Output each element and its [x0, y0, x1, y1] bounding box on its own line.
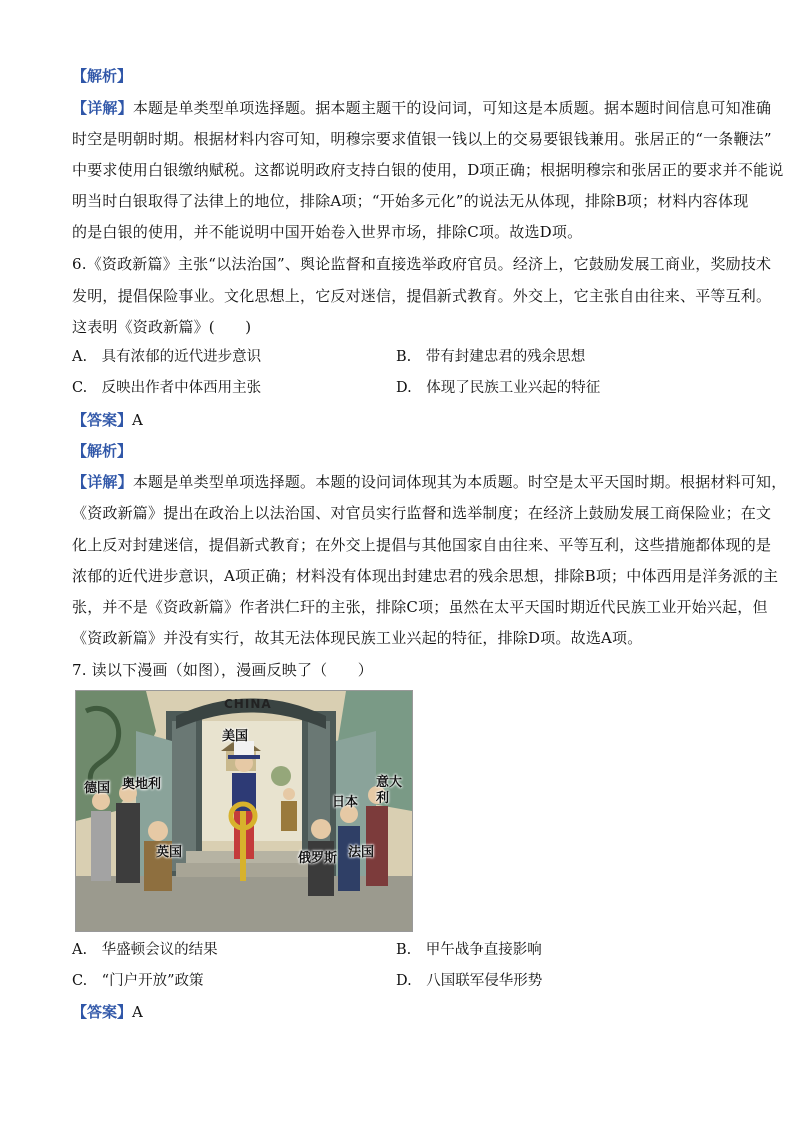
- q6-detail-line-3: 化上反对封建迷信，提倡新式教育；在外交上提倡与其他国家自由往来、平等互利，这些措施都体现的是: [72, 536, 772, 554]
- q7-option-c: C. “门户开放”政策: [72, 973, 204, 989]
- q6-stem-line-2: 发明，提倡保险事业。文化思想上，它反对迷信，提倡新式教育。外交上，它主张自由往来、平等互利。: [72, 287, 772, 305]
- detail-line-3: 中要求使用白银缴纳赋税。这都说明政府支持白银的使用，D项正确；根据明穆宗和张居正的要求并不能说: [72, 161, 784, 179]
- q7-option-b: B. 甲午战争直接影响: [396, 942, 542, 958]
- cartoon-label-austria: 奥地利: [122, 777, 162, 792]
- q7-stem: 7. 读以下漫画（如图），漫画反映了（ ）: [72, 661, 373, 679]
- detail-line-2: 时空是明朝时期。根据材料内容可知，明穆宗要求值银一钱以上的交易要银钱兼用。张居正的“一条鞭法”: [72, 130, 772, 148]
- q7-answer: [72, 1002, 143, 1022]
- q6-analysis-heading: [72, 441, 132, 461]
- cartoon-label-germany: 德国: [84, 781, 111, 796]
- q6-detail-line-5: 张，并不是《资政新篇》作者洪仁玕的主张，排除C项；虽然在太平天国时期近代民族工业开始兴起，但: [72, 598, 768, 616]
- q6-answer-label: 【答案】: [72, 411, 133, 429]
- q6-option-a: A. 具有浓郁的近代进步意识: [72, 349, 262, 365]
- q6-detail-line-2: 《资政新篇》提出在政治上以法治国、对官员实行监督和选举制度；在经济上鼓励发展工商保险业；在文: [72, 504, 772, 522]
- cartoon-gate-text: CHINA: [224, 697, 272, 711]
- cartoon-label-usa: 美国: [222, 729, 249, 744]
- cartoon-label-japan: 日本: [332, 795, 359, 810]
- q6-answer-value: A: [132, 411, 143, 429]
- detail-label: 【详解】: [72, 99, 133, 117]
- detail-line-5: 的是白银的使用，并不能说明中国开始卷入世界市场，排除C项。故选D项。: [72, 223, 583, 241]
- q7-option-a: A. 华盛顿会议的结果: [72, 942, 218, 958]
- cartoon-label-france: 法国: [348, 845, 375, 860]
- q6-detail-line-4: 浓郁的近代进步意识，A项正确；材料没有体现出封建忠君的残余思想，排除B项；中体西用是洋务派的主: [72, 567, 779, 585]
- detail-line-4: 明当时白银取得了法律上的地位，排除A项；“开始多元化”的说法无从体现，排除B项；材料内容体现: [72, 192, 749, 210]
- cartoon-label-russia: 俄罗斯: [298, 851, 338, 866]
- q6-stem-line-3: 这表明《资政新篇》( ): [72, 318, 252, 336]
- q7-cartoon-image: [75, 690, 413, 932]
- cartoon-label-italy: 意大利: [376, 775, 403, 806]
- q6-detail-line-1: 【详解】本题是单类型单项选择题。本题的设问词体现其为本质题。时空是太平天国时期。根据材料可知，: [72, 473, 787, 491]
- q6-detail-line-6: 《资政新篇》并没有实行，故其无法体现民族工业兴起的特征，排除D项。故选A项。: [72, 629, 643, 647]
- q7-answer-label: 【答案】: [72, 1003, 133, 1021]
- analysis-heading: [72, 66, 132, 86]
- q6-analysis-label: 【解析】: [72, 442, 133, 460]
- q6-detail-label: 【详解】: [72, 473, 133, 491]
- q7-option-d: D. 八国联军侵华形势: [396, 973, 543, 989]
- q6-option-c: C. 反映出作者中体西用主张: [72, 380, 262, 396]
- cartoon-label-uk: 英国: [156, 845, 183, 860]
- q6-option-b: B. 带有封建忠君的残余思想: [396, 349, 586, 365]
- analysis-label: 【解析】: [72, 67, 133, 85]
- q6-stem-line-1: 6.《资政新篇》主张“以法治国”、舆论监督和直接选举政府官员。经济上，它鼓励发展工商业，奖励技术: [72, 255, 772, 273]
- detail-line-1: 【详解】本题是单类型单项选择题。据本题主题干的设问词，可知这是本质题。据本题时间信息可知准确: [72, 99, 772, 117]
- q6-answer: [72, 410, 143, 430]
- q6-option-d: D. 体现了民族工业兴起的特征: [396, 380, 601, 396]
- q7-answer-value: A: [132, 1003, 143, 1021]
